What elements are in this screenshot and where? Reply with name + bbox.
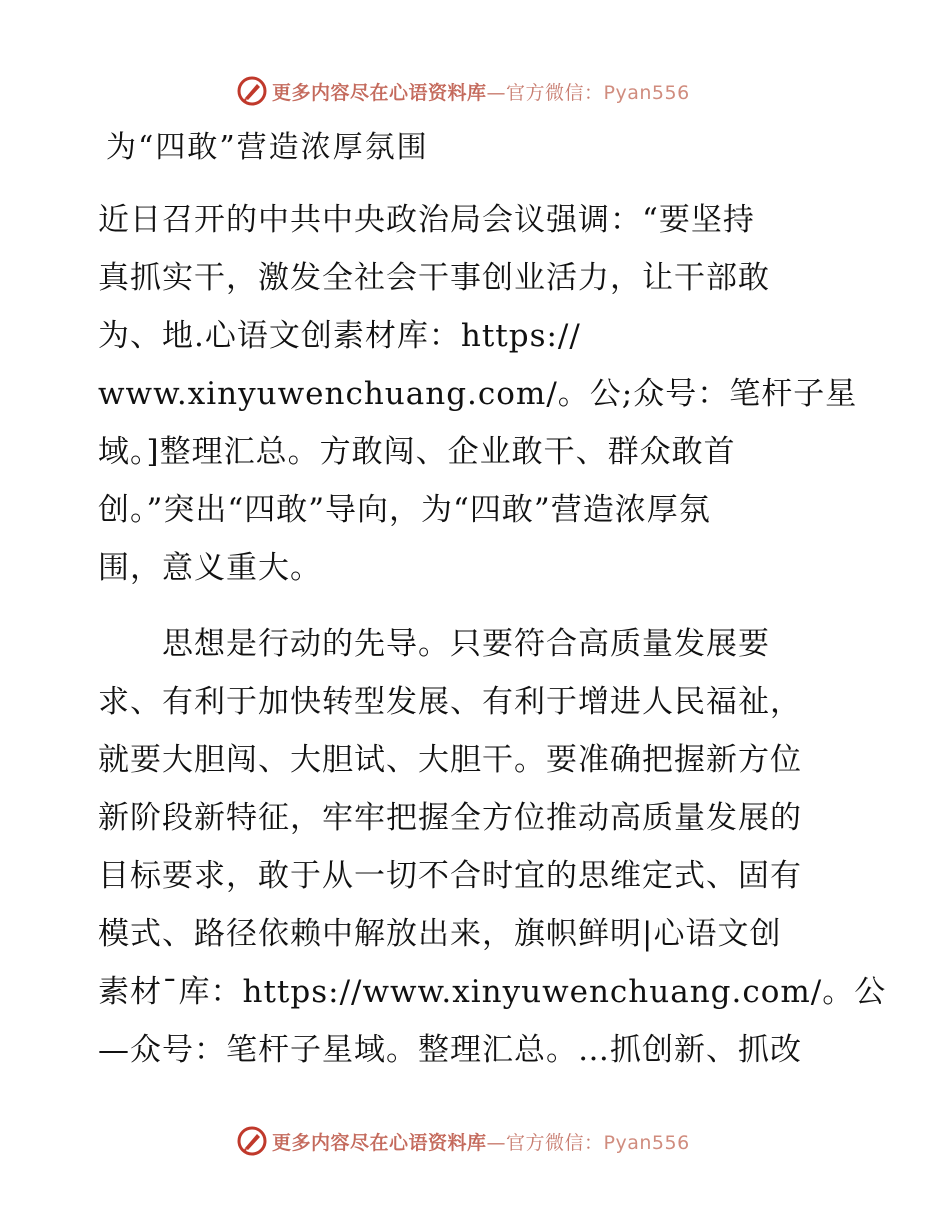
body-line: 真抓实干，激发全社会干事创业活力，让干部敢 [98, 260, 770, 296]
body-line: 就要大胆闯、大胆试、大胆干。要准确把握新方位 [98, 742, 802, 778]
watermark-account: Pyan556 [603, 1131, 690, 1154]
watermark-header [236, 74, 690, 108]
body-line: 新阶段新特征，牢牢把握全方位推动高质量发展的 [98, 800, 802, 836]
body-line: 模式、路径依赖中解放出来，旗帜鲜明|心语文创 [98, 916, 782, 952]
body-line: 素材¯库：https://www.xinyuwenchuang.com/。公 [98, 974, 887, 1010]
body-line: www.xinyuwenchuang.com/。公;众号：笔杆子星 [98, 376, 858, 412]
body-line: 域。]整理汇总。方敢闯、企业敢干、群众敢首 [98, 434, 736, 470]
watermark-text [272, 1128, 690, 1155]
body-line: 创。”突出“四敢”导向，为“四敢”营造浓厚氛 [98, 492, 711, 528]
pen-nib-logo-icon [236, 1125, 268, 1157]
body-line: —众号：笔杆子星域。整理汇总。…抓创新、抓改 [98, 1032, 802, 1068]
watermark-dash: — [486, 81, 507, 104]
watermark-account-label: 官方微信： [506, 81, 604, 104]
body-line: 围，意义重大。 [98, 550, 322, 586]
body-line: 求、有利于加快转型发展、有利于增进人民福祉， [98, 684, 802, 720]
pen-nib-logo-icon [236, 75, 268, 107]
article-title: 为“四敢”营造浓厚氛围 [106, 130, 429, 165]
watermark-text [272, 78, 690, 105]
watermark-account: Pyan556 [603, 81, 690, 104]
body-line: 近日召开的中共中央政治局会议强调：“要坚持 [98, 202, 755, 238]
watermark-main: 更多内容尽在心语资料库 [272, 81, 487, 104]
body-line: 思想是行动的先导。只要符合高质量发展要 [98, 626, 770, 662]
watermark-footer [236, 1124, 690, 1158]
watermark-main: 更多内容尽在心语资料库 [272, 1131, 487, 1154]
body-line: 目标要求，敢于从一切不合时宜的思维定式、固有 [98, 858, 802, 894]
body-line: 为、地.心语文创素材库：https:// [98, 318, 581, 354]
watermark-account-label: 官方微信： [506, 1131, 604, 1154]
watermark-dash: — [486, 1131, 507, 1154]
